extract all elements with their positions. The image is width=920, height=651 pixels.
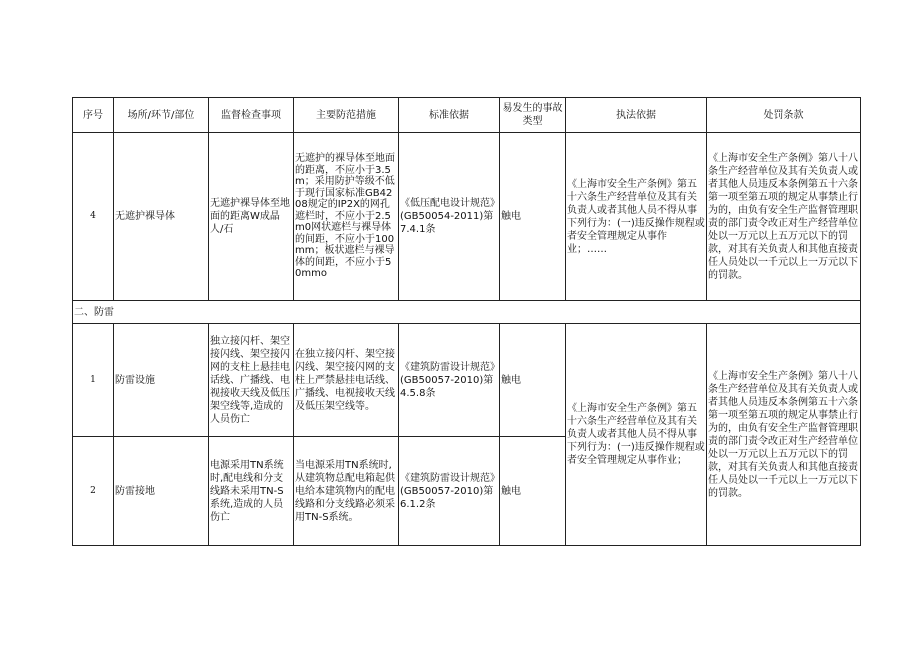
standard-cell: 《低压配电设计规范》(GB50054-2011)第7.4.1条 (399, 133, 500, 301)
table-row (73, 133, 861, 301)
row-number: 2 (73, 437, 114, 546)
place-cell: 防雷接地 (114, 437, 209, 546)
header-cell: 监督检查事项 (209, 98, 294, 133)
header-cell: 执法依据 (566, 98, 707, 133)
header-cell: 易发生的事故类型 (500, 98, 566, 133)
accident-cell: 触电 (500, 133, 566, 301)
row-number: 4 (73, 133, 114, 301)
law-basis-cell: 《上海市安全生产条例》第五十六条生产经营单位及其有关负责人或者其他人员不得从事下列行为：(一)违反操作规程或者安全管理规定从事作业；…… (566, 133, 707, 301)
penalty-cell: 《上海市安全生产条例》第八十八条生产经营单位及其有关负责人或者其他人员违反本条例第五十六条第一项至第五项的规定从事禁止行为的，由负有安全生产监督管理职责的部门责令改正对生产经营单位处以一万元以上五万元以下的罚款，对其有关负责人和其他直接责任人员处以一千元以上一万元以下的罚款。 (707, 133, 861, 301)
accident-cell: 触电 (500, 324, 566, 437)
standard-cell: 《建筑防雷设计规范》(GB50057-2010)第6.1.2条 (399, 437, 500, 546)
header-cell: 序号 (73, 98, 114, 133)
header-cell: 主要防范措施 (294, 98, 399, 133)
place-cell: 防雷设施 (114, 324, 209, 437)
accident-cell: 触电 (500, 437, 566, 546)
item-cell: 无遮护裸导体至地面的距离W成晶人/石 (209, 133, 294, 301)
section-title: 二、防雷 (73, 301, 861, 324)
measure-cell: 在独立接闪杆、架空接闪线、架空接闪网的支柱上严禁悬挂电话线、广播线、电视接收天线及低压架空线等。 (294, 324, 399, 437)
law-basis-cell: 《上海市安全生产条例》第五十六条生产经营单位及其有关负责人或者其他人员不得从事下列行为：(一)违反操作规程或者安全管理规定从事作业； (566, 324, 707, 546)
regulation-table (72, 97, 860, 546)
place-cell: 无遮护裸导体 (114, 133, 209, 301)
section-row (73, 301, 861, 324)
header-cell: 处罚条款 (707, 98, 861, 133)
header-row (73, 98, 861, 133)
measure-cell: 无遮护的裸导体至地面的距离，不应小于3.5m；采用防护等级不低于现行国家标准GB4208规定的IP2X的网孔遮栏时，不应小于2.5m0网状遮栏与裸导体的间距，不应小于100mm；板状遮栏与裸导体的间距，不应小于50mmo (294, 133, 399, 301)
table-row (73, 324, 861, 437)
header-cell: 标准依据 (399, 98, 500, 133)
measure-cell: 当电源采用TN系统时,从建筑物总配电箱起供电给本建筑物内的配电线路和分支线路必须采用TN-S系统。 (294, 437, 399, 546)
penalty-cell: 《上海市安全生产条例》第八十八条生产经营单位及其有关负责人或者其他人员违反本条例第五十六条第一项至第五项的规定从事禁止行为的，由负有安全生产监督管理职责的部门责令改正对生产经营单位处以一万元以上五万元以下的罚款，对其有关负责人和其他直接责任人员处以一千元以上一万元以下的罚款。 (707, 324, 861, 546)
item-cell: 电源采用TN系统时,配电线和分支线路未采用TN-S系统,造成的人员伤亡 (209, 437, 294, 546)
header-cell: 场所/环节/部位 (114, 98, 209, 133)
item-cell: 独立接闪杆、架空接闪线、架空接闪网的支柱上悬挂电话线、广播线、电视接收天线及低压架空线等,造成的人员伤亡 (209, 324, 294, 437)
row-number: 1 (73, 324, 114, 437)
standard-cell: 《建筑防雷设计规范》(GB50057-2010)第4.5.8条 (399, 324, 500, 437)
